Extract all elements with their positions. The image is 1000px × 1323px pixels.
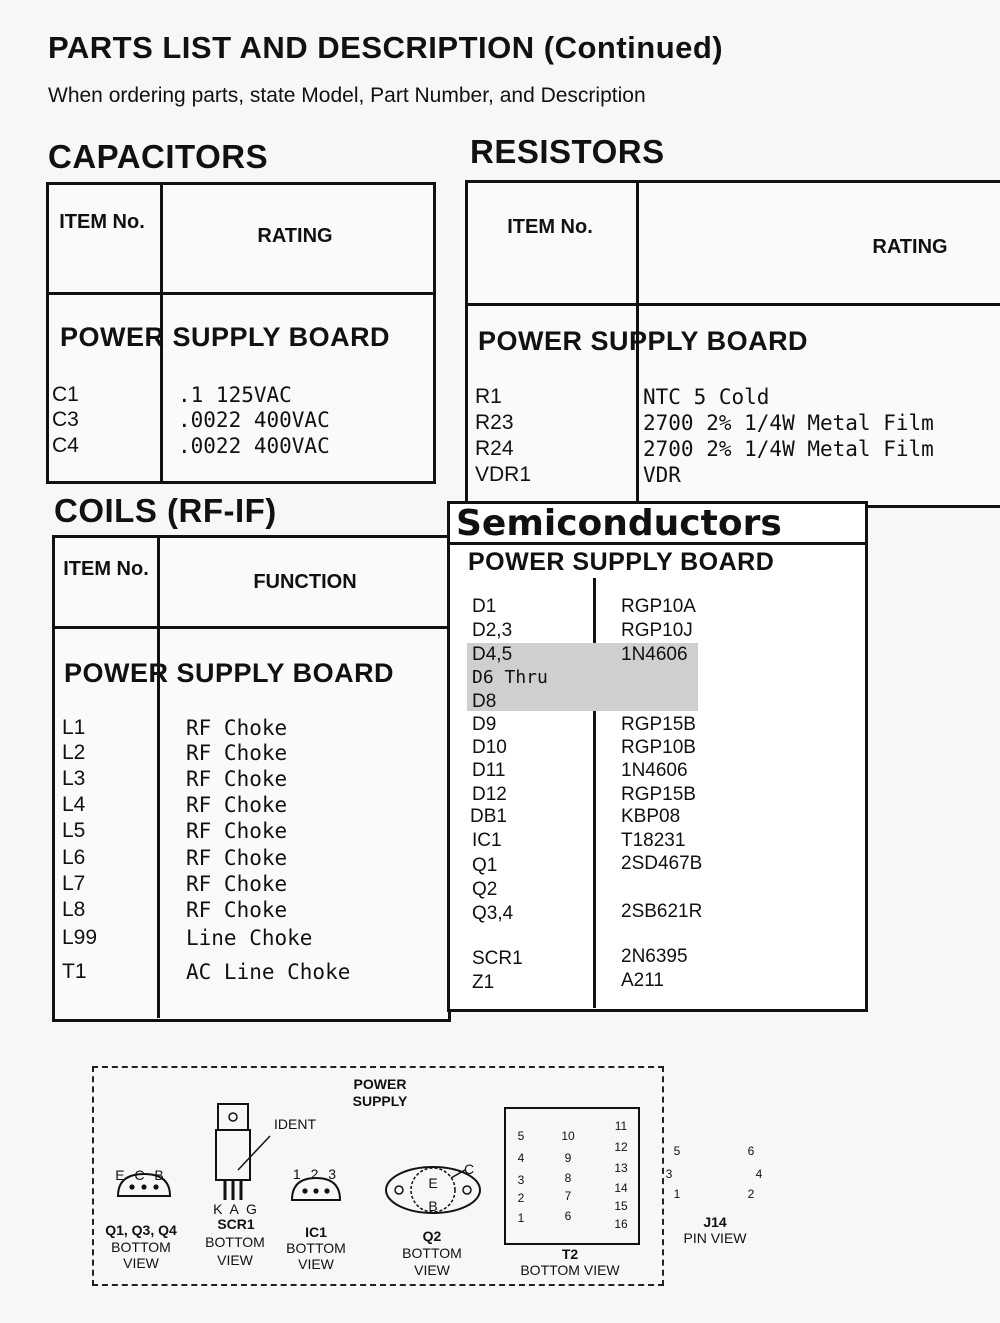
semi-item: D6 Thru [472, 667, 548, 688]
capacitors-col-rating: RATING [257, 225, 333, 247]
coil-item: L4 [62, 793, 86, 816]
semi-value: RGP10J [621, 620, 693, 641]
t2-pin-label: 6 [564, 1209, 572, 1223]
res-value: NTC 5 Cold [643, 385, 770, 409]
t2-pin-label: 16 [614, 1217, 628, 1231]
coil-item: L6 [62, 846, 86, 869]
semi-item: D4,5 [472, 644, 513, 665]
semi-value: 2N6395 [621, 946, 688, 967]
semiconductors-heading: Semiconductors [456, 503, 782, 544]
semi-item: D2,3 [472, 620, 513, 641]
semi-item: D12 [472, 784, 507, 805]
cap-item: C3 [52, 408, 79, 431]
ident-label: IDENT [274, 1116, 316, 1132]
res-value: 2700 2% 1/4W Metal Film [643, 437, 934, 461]
q1-view-line2: VIEW [123, 1255, 159, 1271]
page-subtitle: When ordering parts, state Model, Part Number, and Description [48, 84, 646, 107]
ic1-view-line2: VIEW [298, 1256, 334, 1272]
semi-item: Q1 [472, 855, 498, 876]
semi-value: T18231 [621, 830, 686, 851]
coils-divider [157, 538, 160, 1018]
capacitors-header-rule [46, 292, 433, 295]
cap-item: C4 [52, 434, 79, 457]
q2-e-label: E [428, 1175, 438, 1191]
diagram-title-line2: SUPPLY [352, 1093, 408, 1109]
coils-heading: COILS (RF-IF) [54, 492, 277, 529]
j14-name: J14 [703, 1214, 727, 1230]
coil-value: RF Choke [186, 741, 288, 765]
j14-pin-label: 4 [755, 1167, 763, 1181]
t2-pin-label: 4 [517, 1151, 525, 1165]
coil-item: L2 [62, 741, 86, 764]
t2-pin-label: 1 [517, 1211, 525, 1225]
t2-pin-label: 14 [614, 1181, 628, 1195]
ic1-view-line1: BOTTOM [286, 1240, 346, 1256]
resistors-heading: RESISTORS [470, 133, 665, 170]
res-item: VDR1 [475, 463, 532, 486]
coil-item: L1 [62, 716, 86, 739]
j14-pin-label: 3 [665, 1167, 673, 1181]
semi-value: RGP15B [621, 784, 696, 805]
coil-value: AC Line Choke [186, 960, 351, 984]
q2-b-label: B [428, 1198, 438, 1214]
t2-view: BOTTOM VIEW [520, 1262, 620, 1278]
semi-item: Z1 [472, 972, 495, 993]
semi-value: 2SD467B [621, 853, 703, 874]
coils-header-rule [52, 626, 448, 629]
coil-value: RF Choke [186, 819, 288, 843]
cap-value: .1 125VAC [178, 383, 292, 407]
t2-pin-label: 12 [614, 1140, 628, 1154]
capacitors-col-item: ITEM No. [59, 211, 145, 233]
q2-name: Q2 [422, 1228, 442, 1244]
scr-view-line2: VIEW [217, 1252, 253, 1268]
semi-value: RGP10A [621, 596, 696, 617]
coil-item: L8 [62, 898, 86, 921]
semi-value: 2SB621R [621, 901, 703, 922]
scr-package-icon [216, 1104, 270, 1200]
j14-view: PIN VIEW [683, 1230, 747, 1246]
ic1-name: IC1 [305, 1224, 327, 1240]
q1-name: Q1, Q3, Q4 [105, 1222, 177, 1238]
t2-pin-label: 2 [517, 1191, 525, 1205]
capacitors-heading: CAPACITORS [48, 138, 269, 175]
coil-item: L99 [62, 926, 98, 949]
j14-pin-label: 2 [747, 1187, 755, 1201]
semi-value: RGP10B [621, 737, 696, 758]
semi-item: D1 [472, 596, 497, 617]
semi-item: D8 [472, 691, 497, 712]
res-value: VDR [643, 463, 681, 487]
coil-value: RF Choke [186, 767, 288, 791]
coil-value: Line Choke [186, 926, 313, 950]
coil-item: L3 [62, 767, 86, 790]
semi-item: SCR1 [472, 948, 523, 969]
semi-value: 1N4606 [621, 760, 688, 781]
res-value: 2700 2% 1/4W Metal Film [643, 411, 934, 435]
j14-pin-label: 1 [673, 1187, 681, 1201]
semi-value: A211 [621, 970, 664, 991]
cap-value: .0022 400VAC [178, 408, 330, 432]
t2-pin-label: 8 [564, 1171, 572, 1185]
t2-name: T2 [561, 1246, 579, 1262]
semi-value: 1N4606 [621, 644, 688, 665]
res-item: R23 [475, 411, 514, 434]
t2-pin-label: 9 [564, 1151, 572, 1165]
scr-view-line1: BOTTOM [205, 1234, 265, 1250]
scr-name: SCR1 [217, 1216, 255, 1232]
coil-value: RF Choke [186, 716, 288, 740]
res-item: R24 [475, 437, 514, 460]
j14-pin-label: 6 [747, 1144, 755, 1158]
semi-value: RGP15B [621, 714, 696, 735]
t2-pin-label: 13 [614, 1161, 628, 1175]
coil-value: RF Choke [186, 872, 288, 896]
coil-item: L5 [62, 819, 86, 842]
coil-item: L7 [62, 872, 86, 895]
t2-pin-label: 7 [564, 1189, 572, 1203]
semi-item: Q3,4 [472, 903, 514, 924]
semi-item: D11 [472, 760, 506, 781]
semiconductors-board: POWER SUPPLY BOARD [468, 548, 775, 576]
cap-value: .0022 400VAC [178, 434, 330, 458]
semi-item: DB1 [470, 806, 507, 827]
t2-pin-label: 3 [517, 1173, 525, 1187]
coils-col-function: FUNCTION [253, 571, 357, 593]
coils-col-item: ITEM No. [63, 558, 149, 580]
coil-value: RF Choke [186, 793, 288, 817]
semi-item: D10 [472, 737, 507, 758]
scr-pin-labels: K A G [213, 1201, 259, 1217]
q2-view-line2: VIEW [414, 1262, 450, 1278]
t2-pin-label: 11 [614, 1119, 628, 1133]
coil-value: RF Choke [186, 846, 288, 870]
semi-item: Q2 [472, 879, 498, 900]
q2-c-label: C [463, 1161, 475, 1177]
res-item: R1 [475, 385, 502, 408]
resistors-header-rule [465, 303, 1000, 306]
t2-pin-label: 10 [561, 1129, 575, 1143]
resistors-board: POWER SUPPLY BOARD [478, 326, 809, 356]
j14-pin-label: 5 [673, 1144, 681, 1158]
coil-value: RF Choke [186, 898, 288, 922]
semi-value: KBP08 [621, 806, 681, 827]
cap-item: C1 [52, 383, 79, 406]
capacitors-board: POWER SUPPLY BOARD [60, 322, 391, 352]
coils-board: POWER SUPPLY BOARD [64, 658, 395, 688]
q1-view-line1: BOTTOM [111, 1239, 171, 1255]
diagram-title-line1: POWER [353, 1076, 407, 1092]
q1-pin-labels: E C B [115, 1167, 167, 1183]
t2-pin-label: 15 [614, 1199, 628, 1213]
semi-item: D9 [472, 714, 497, 735]
resistors-col-rating: RATING [872, 236, 948, 258]
q2-view-line1: BOTTOM [402, 1245, 462, 1261]
ic1-pin-labels: 1 2 3 [292, 1166, 340, 1182]
page-title: PARTS LIST AND DESCRIPTION (Continued) [48, 30, 724, 65]
t2-pin-label: 5 [517, 1129, 525, 1143]
semi-item: IC1 [472, 830, 502, 851]
resistors-col-item: ITEM No. [507, 216, 593, 238]
coil-item: T1 [62, 960, 87, 983]
